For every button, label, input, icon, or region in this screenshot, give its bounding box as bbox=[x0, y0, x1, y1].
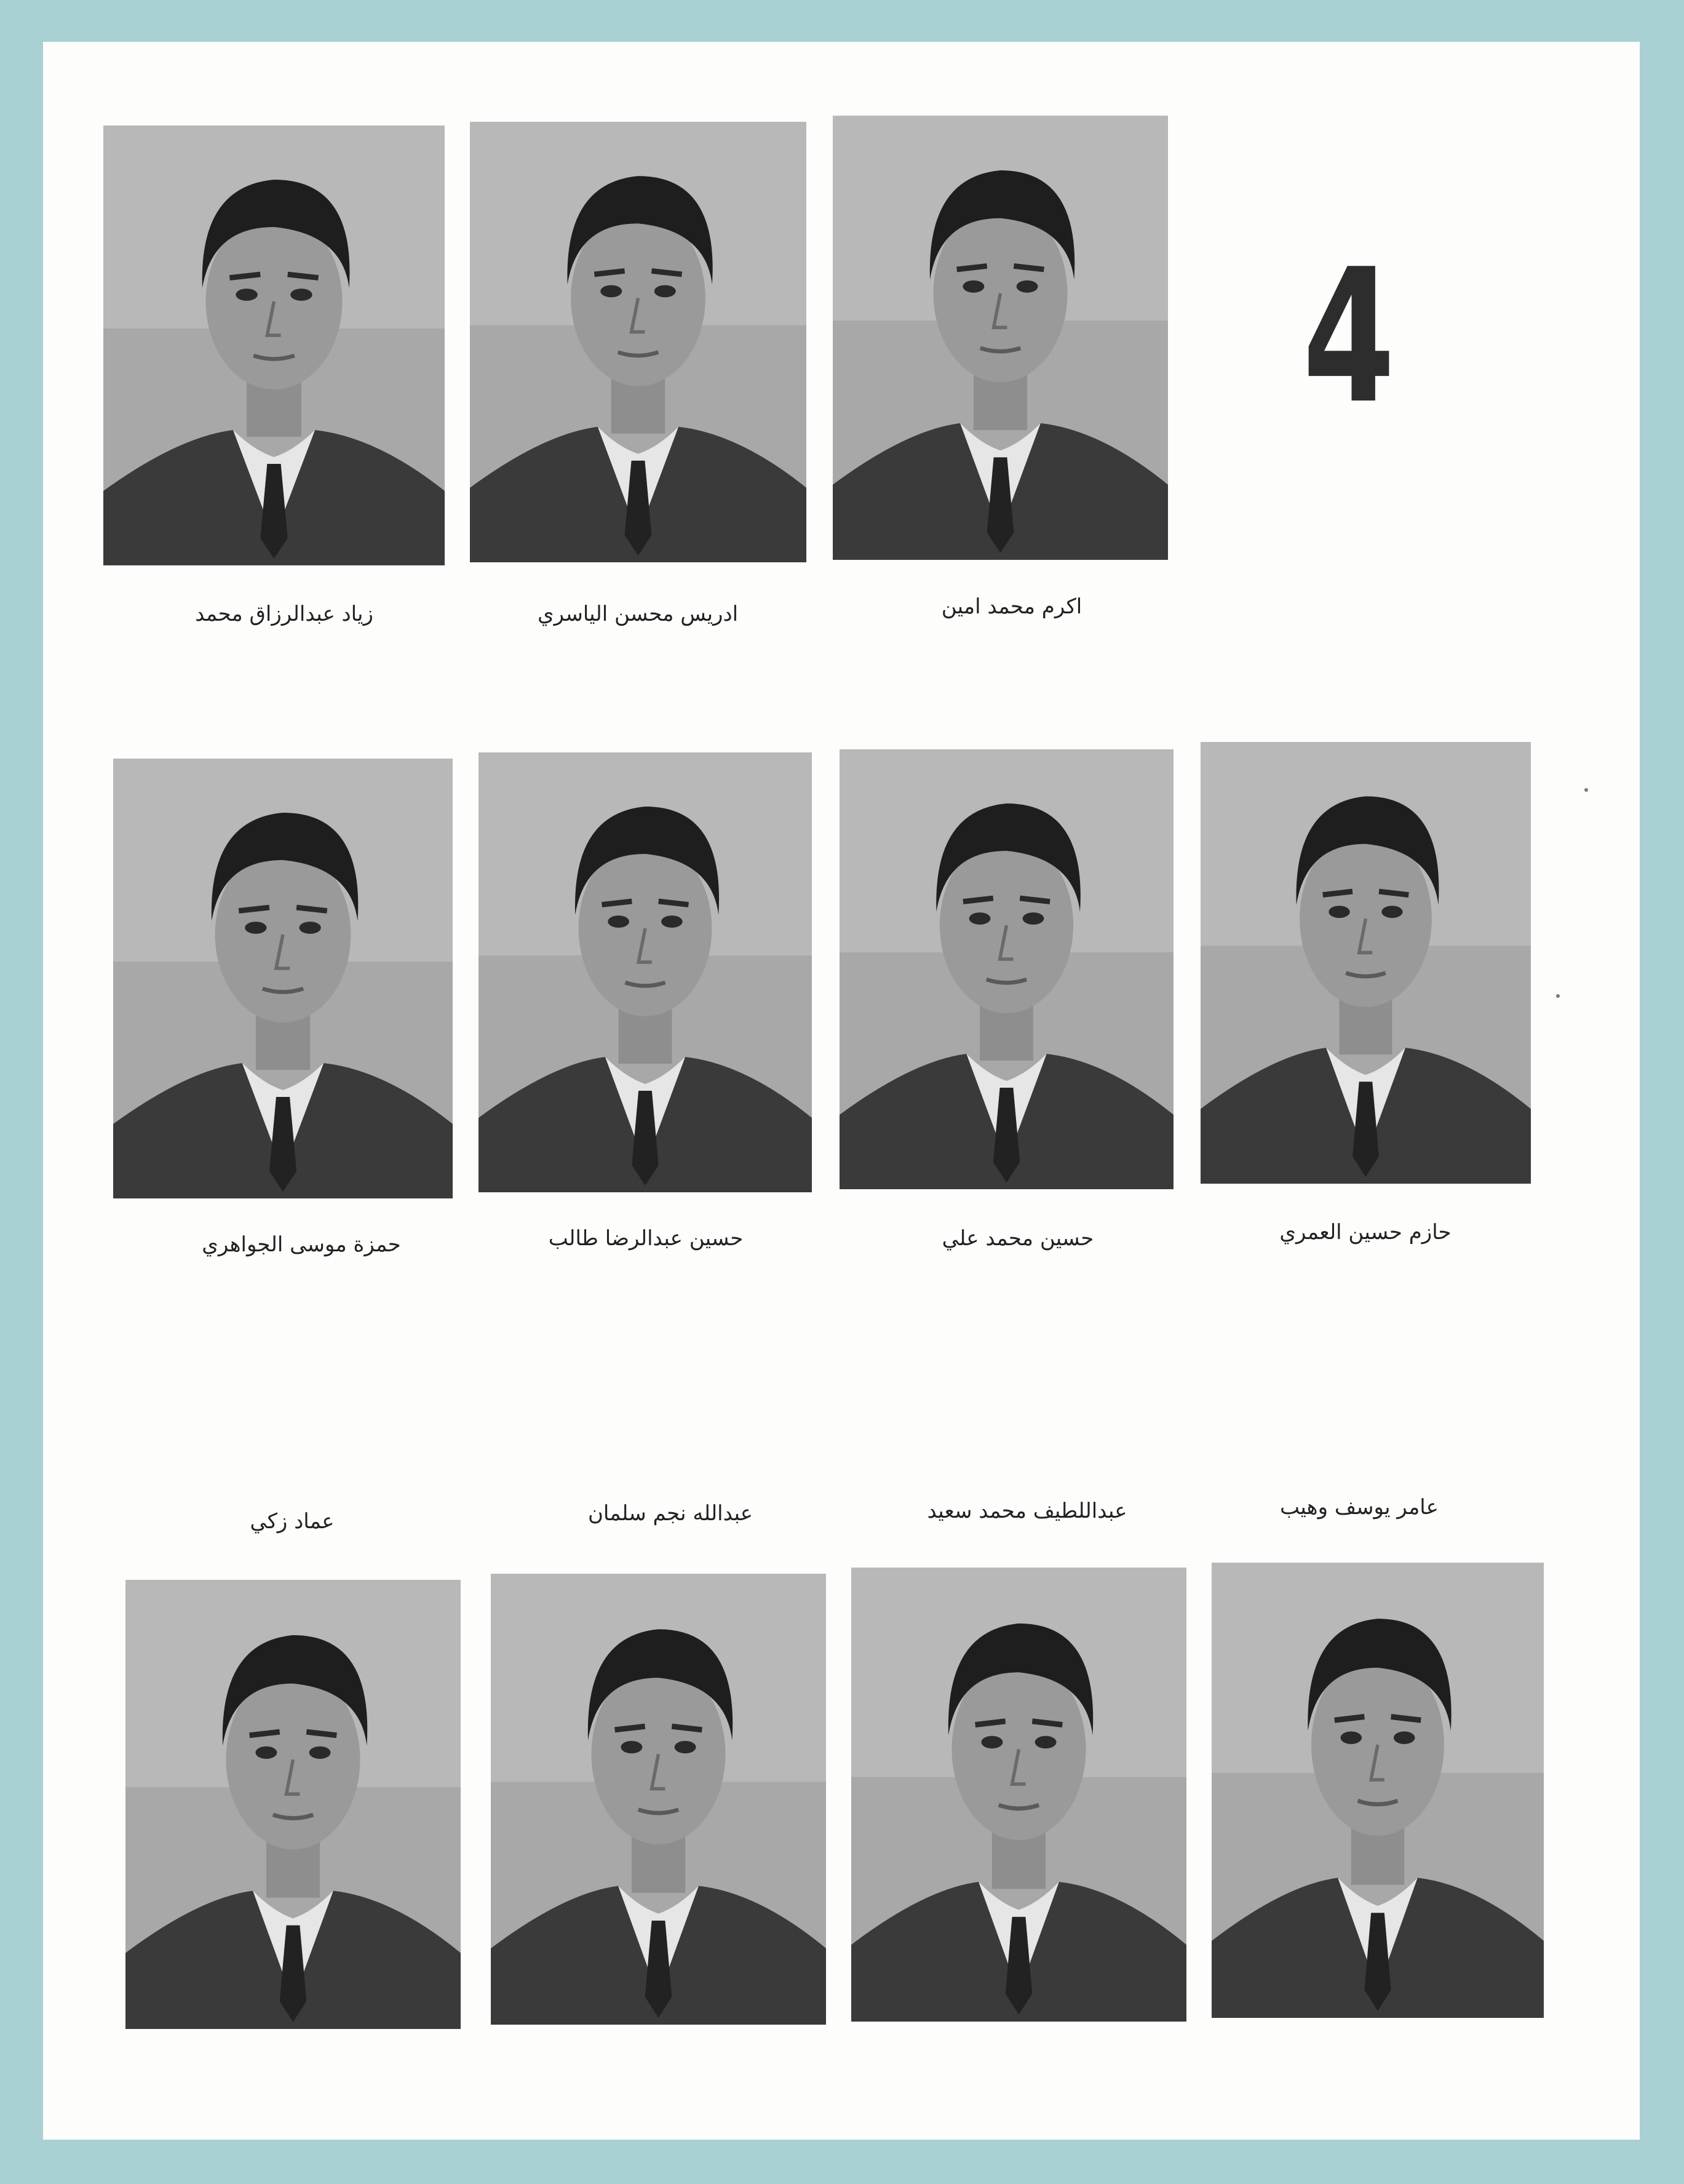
portrait-photo bbox=[851, 1568, 1186, 2022]
portrait-caption: عبداللطيف محمد سعيد bbox=[927, 1499, 1127, 1523]
portrait-photo bbox=[833, 116, 1168, 560]
portrait-photo bbox=[103, 126, 445, 565]
portrait-photo bbox=[470, 122, 806, 562]
portrait-caption: عماد زكي bbox=[250, 1509, 335, 1534]
paper-speck bbox=[1556, 994, 1560, 998]
portrait-photo bbox=[1201, 742, 1531, 1184]
portrait-caption: حسين محمد علي bbox=[942, 1226, 1094, 1251]
portrait-photo bbox=[1212, 1563, 1544, 2018]
portrait-caption: زياد عبدالرزاق محمد bbox=[195, 602, 373, 626]
portrait-caption: عامر يوسف وهيب bbox=[1280, 1495, 1439, 1520]
portrait-photo bbox=[840, 749, 1174, 1189]
portrait-caption: حازم حسين العمري bbox=[1279, 1220, 1452, 1245]
paper-speck bbox=[1584, 788, 1588, 792]
portrait-photo bbox=[113, 759, 453, 1198]
portrait-photo bbox=[491, 1574, 826, 2025]
document-page bbox=[43, 42, 1640, 2140]
portrait-caption: اكرم محمد امين bbox=[941, 594, 1082, 619]
portrait-photo bbox=[479, 752, 812, 1192]
portrait-caption: ادريس محسن الياسري bbox=[537, 602, 739, 626]
portrait-caption: عبدالله نجم سلمان bbox=[587, 1501, 753, 1526]
page-number: 4 bbox=[1303, 229, 1396, 444]
portrait-photo bbox=[125, 1580, 461, 2029]
portrait-caption: حمزة موسى الجواهري bbox=[202, 1232, 401, 1257]
portrait-caption: حسين عبدالرضا طالب bbox=[548, 1226, 744, 1251]
